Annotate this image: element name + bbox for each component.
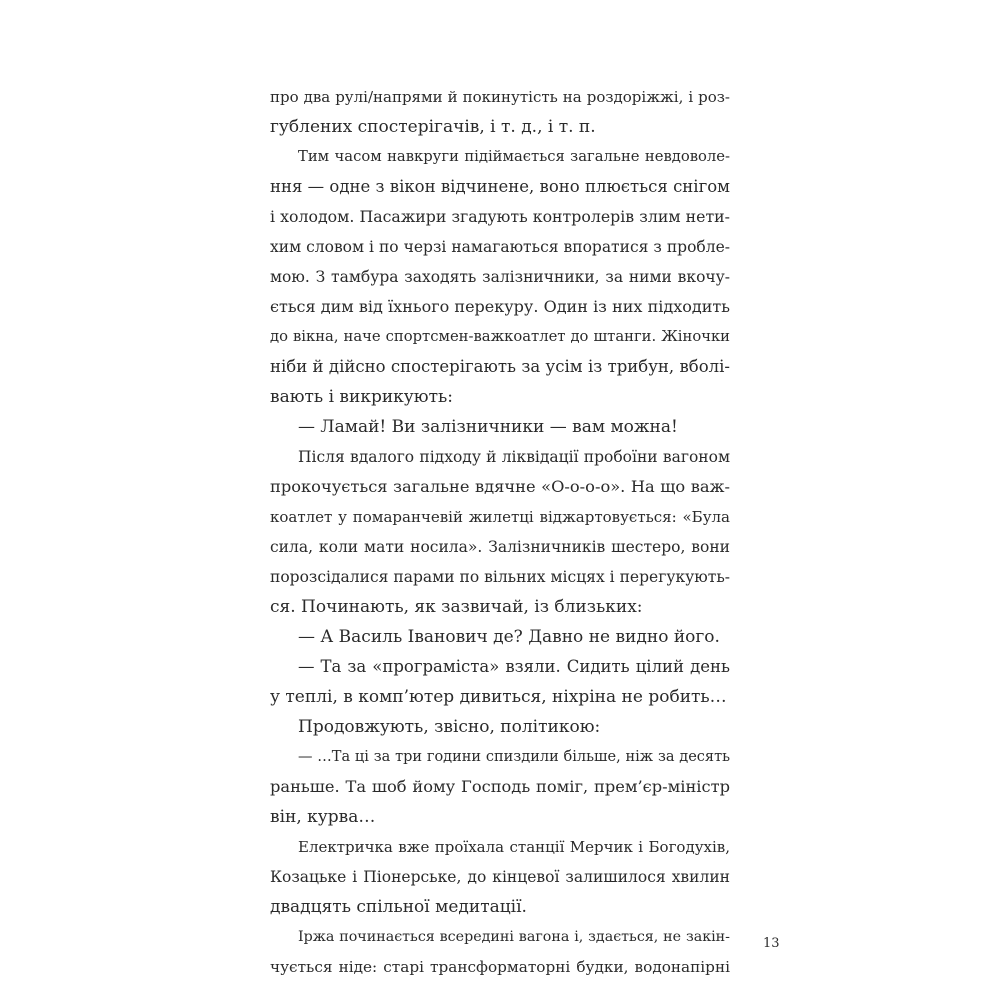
text-line: хим словом і по черзі намагаються впоратися з пробле-	[270, 238, 730, 256]
page-number: 13	[763, 936, 780, 951]
text-line: порозсідалися парами по вільних місцях і перегукують-	[270, 568, 730, 586]
text-line: — А Василь Іванович де? Давно не видно його.	[298, 627, 720, 647]
text-line: Козацьке і Піонерське, до кінцевої залишилося хвилин	[270, 868, 730, 886]
text-line: коатлет у помаранчевій жилетці віджартовується: «Була	[270, 508, 730, 526]
text-line: вають і викрикують:	[270, 387, 453, 407]
text-line: він, курва…	[270, 807, 376, 827]
text-line: Продовжують, звісно, політикою:	[298, 717, 601, 737]
text-line: ніби й дійсно спостерігають за усім із трибун, вболі-	[270, 357, 730, 376]
text-line: Тим часом навкруги підіймається загальне невдоволе-	[298, 148, 730, 165]
text-line: — Ламай! Ви залізничники — вам можна!	[298, 417, 678, 437]
text-line: ється дим від їхнього перекуру. Один із них підходить	[270, 297, 730, 316]
body-text	[270, 82, 730, 982]
text-line: Іржа починається всередині вагона і, здається, не закін-	[298, 929, 730, 945]
text-line: Електричка вже проїхала станції Мерчик і Богодухів,	[298, 838, 730, 856]
text-line: гублених спостерігачів, і т. д., і т. п.	[270, 117, 596, 137]
text-line: — Та за «програміста» взяли. Сидить цілий день	[298, 657, 730, 676]
text-line: ння — одне з вікон відчинене, воно плюється снігом	[270, 177, 730, 196]
text-line: мою. З тамбура заходять залізничники, за ними вкочу-	[270, 268, 730, 286]
text-line: прокочується загальне вдячне «О-о-о-о». На що важ-	[270, 477, 730, 496]
text-line: Після вдалого підходу й ліквідації пробоїни вагоном	[298, 448, 730, 466]
text-line: про два рулі/напрями й покинутість на роздоріжжі, і роз-	[270, 88, 730, 106]
text-line: сила, коли мати носила». Залізничників шестеро, вони	[270, 538, 730, 556]
text-line: у теплі, в комп’ютер дивиться, ніхріна не робить…	[270, 687, 727, 707]
text-line: раньше. Та шоб йому Господь поміг, прем’єр-міністр	[270, 777, 730, 796]
text-line: до вікна, наче спортсмен-важкоатлет до штанги. Жіночки	[270, 328, 730, 345]
text-line: ся. Починають, як зазвичай, із близьких:	[270, 597, 643, 617]
text-line: двадцять спільної медитації.	[270, 897, 527, 917]
text-line: чується ніде: старі трансформаторні будки, водонапірні	[270, 958, 730, 976]
text-line: і холодом. Пасажири згадують контролерів злим нети-	[270, 207, 730, 226]
text-line: — …Та ці за три години спиздили більше, ніж за десять	[298, 749, 730, 765]
